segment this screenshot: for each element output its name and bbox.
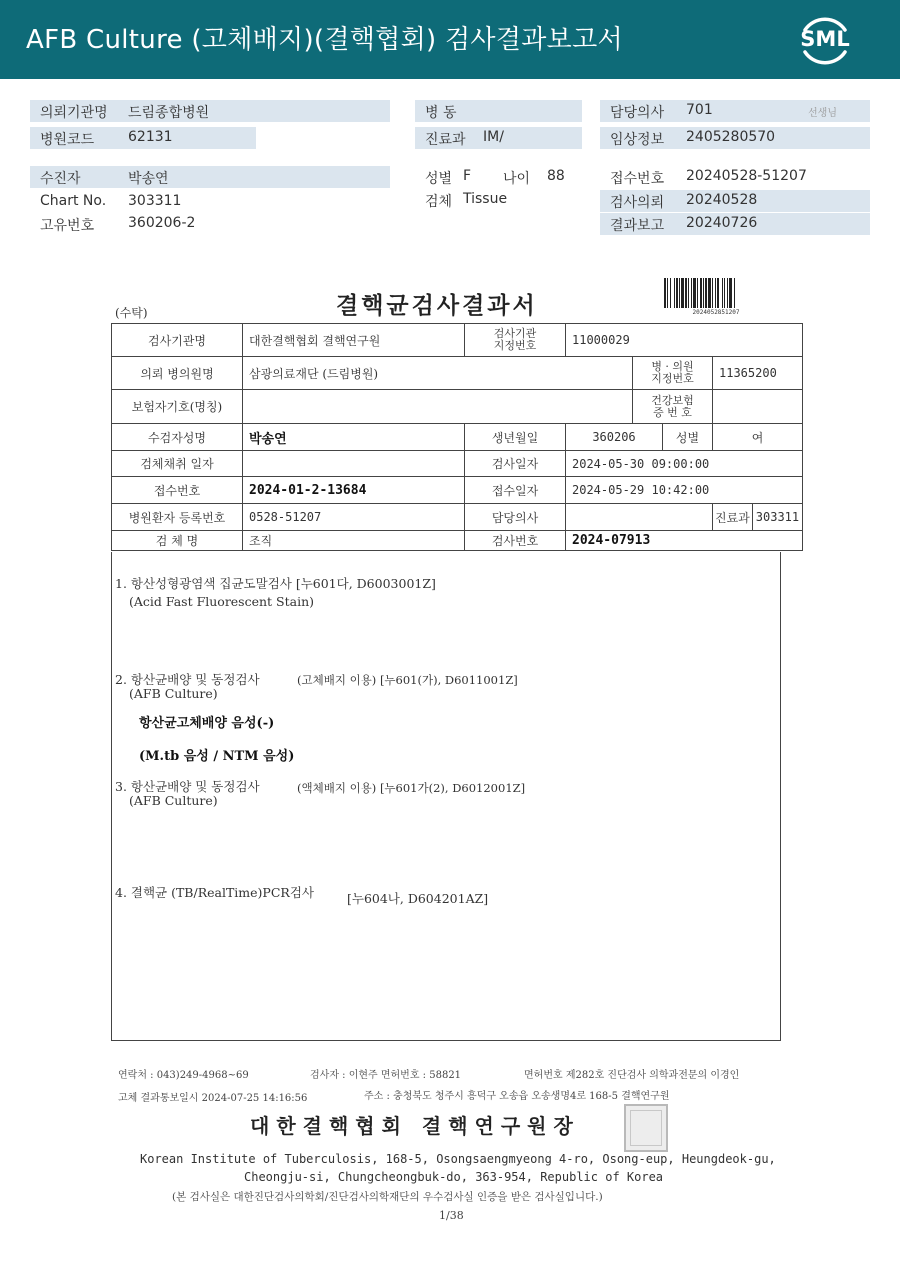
- dept-value: IM/: [483, 129, 504, 145]
- field-dept: [415, 127, 582, 149]
- specimen-name-label: 검 체 명: [112, 531, 243, 551]
- field-referring-org: [30, 100, 390, 122]
- report-date-label: 결과보고: [610, 218, 665, 234]
- reg-no-label: 병원환자 등록번호: [112, 504, 243, 531]
- receipt-no-value: 20240528-51207: [686, 168, 807, 184]
- report-header: [0, 0, 900, 79]
- table-row: [112, 451, 803, 477]
- result-item2-result2: (M.tb 음성 / NTM 음성): [139, 749, 295, 764]
- specimen-value: Tissue: [463, 191, 508, 207]
- lab-code-label-line1: 검사기관: [493, 327, 537, 340]
- footer-certification: (본 검사실은 대한진단검사의학회/진단검사의학재단의 우수검사실 인증을 받은 검사실입니다.): [172, 1191, 603, 1203]
- footer-contact: 연락처 : 043)249-4968~69: [118, 1070, 249, 1081]
- lab-name-label: 검사기관명: [112, 324, 243, 357]
- consignment-mark: (수탁): [115, 306, 148, 320]
- field-specimen: [415, 189, 582, 211]
- health-ins-label-line1: 건강보험: [651, 393, 694, 407]
- health-ins-value: [713, 390, 803, 424]
- field-unique-no: [30, 213, 390, 235]
- insured-value: [243, 390, 633, 424]
- lab-code-label-line2: 지정번호: [493, 339, 537, 352]
- result-item3-sub: (AFB Culture): [129, 793, 218, 808]
- field-doctor: [600, 100, 870, 122]
- table-row: [112, 424, 803, 451]
- table-row: [112, 504, 803, 531]
- lab-code-label: [465, 324, 566, 357]
- result-item2-result1: 항산균고체배양 음성(-): [139, 716, 275, 731]
- table-sex-value: 여: [713, 424, 803, 451]
- specimen-label: 검체: [425, 194, 453, 210]
- result-item1-sub: (Acid Fast Fluorescent Stain): [129, 594, 315, 609]
- footer-inspector: 검사자 : 이현주 면허번호 : 58821: [310, 1070, 462, 1081]
- birth-value: 360206: [566, 424, 663, 451]
- field-sex-age: [415, 166, 582, 188]
- patient-name-label: 수검자성명: [112, 424, 243, 451]
- table-row: [112, 357, 803, 390]
- table-row: [112, 531, 803, 551]
- reg-no-value: 0528-51207: [243, 504, 465, 531]
- age-value: 88: [547, 168, 565, 184]
- request-date-value: 20240528: [686, 192, 758, 208]
- referring-org-label: 의뢰기관명: [40, 105, 108, 121]
- footer-eng-address-1: Korean Institute of Tuberculosis, 168-5, Osongsaengmyeong 4-ro, Osong-eup, Heungdeok-gu,: [140, 1152, 776, 1166]
- receipt-no-label: 접수번호: [610, 171, 665, 187]
- specimen-name-value: 조직: [243, 531, 465, 551]
- lab-name-value: 대한결핵협회 결핵연구원: [243, 324, 465, 357]
- clinical-info-label: 임상정보: [610, 132, 665, 148]
- table-sex-label: 성별: [663, 424, 713, 451]
- table-doctor-label: 담당의사: [465, 504, 566, 531]
- doctor-label: 담당의사: [610, 105, 665, 121]
- collect-date-value: [243, 451, 465, 477]
- referring-org-value: 드림종합병원: [128, 105, 210, 121]
- unique-no-value: 360206-2: [128, 215, 196, 231]
- report-date-value: 20240726: [686, 215, 758, 231]
- sml-logo: [796, 13, 854, 67]
- result-item3-note: (액체배지 이용) [누601가(2), D6012001Z]: [297, 781, 526, 795]
- patient-value: 박송연: [128, 171, 169, 187]
- field-report-date: [600, 213, 870, 235]
- health-ins-label: [633, 390, 713, 424]
- test-no-value: 2024-07913: [566, 531, 803, 551]
- patient-label: 수진자: [40, 171, 81, 187]
- field-chart-no: [30, 191, 390, 213]
- birth-label: 생년월일: [465, 424, 566, 451]
- footer-license: 면허번호 제282호 진단검사 의학과전문의 이경인: [524, 1070, 740, 1081]
- result-item1-title: 1. 항산성형광염색 집균도말검사 [누601다, D6003001Z]: [115, 576, 436, 591]
- receipt-no-table-value: 2024-01-2-13684: [243, 477, 465, 504]
- table-dept-value: 303311: [752, 504, 802, 531]
- result-item2-title: 2. 항산균배양 및 동정검사: [115, 672, 260, 687]
- req-hospital-label: 의뢰 병의원명: [112, 357, 243, 390]
- official-seal-icon: [624, 1104, 668, 1152]
- field-clinical-info: [600, 127, 870, 149]
- table-doctor-value: [566, 504, 713, 531]
- footer-notify-date: 고체 결과통보일시 2024-07-25 14:16:56: [118, 1093, 308, 1104]
- field-request-date: [600, 190, 870, 212]
- document-title: 결핵균검사결과서: [336, 292, 538, 319]
- sex-value: F: [463, 168, 472, 184]
- age-label: 나이: [503, 171, 531, 187]
- result-item4-note: [누604나, D604201AZ]: [347, 891, 489, 906]
- field-patient: [30, 166, 390, 188]
- result-item4-title: 4. 결핵균 (TB/RealTime)PCR검사: [115, 885, 314, 900]
- table-dept-label: 진료과: [713, 504, 753, 531]
- table-row: [112, 324, 803, 357]
- field-receipt-no: [600, 166, 870, 188]
- footer-institute-name: 대한결핵협회 결핵연구원장: [250, 1114, 580, 1138]
- clinical-info-value: 2405280570: [686, 129, 776, 145]
- test-no-label: 검사번호: [465, 531, 566, 551]
- doctor-suffix: 선생님: [808, 108, 837, 119]
- field-ward: [415, 100, 582, 122]
- ward-label: 병 동: [425, 105, 457, 121]
- hosp-code-label-line2: 지정번호: [651, 372, 694, 385]
- sex-label: 성별: [425, 171, 453, 187]
- barcode-number: 2024052851207: [692, 309, 740, 316]
- test-date-label: 검사일자: [465, 451, 566, 477]
- barcode-icon: [664, 278, 768, 308]
- health-ins-label-line2: 증 번 호: [653, 405, 692, 419]
- result-item3-title: 3. 항산균배양 및 동정검사: [115, 779, 260, 794]
- receipt-date-label: 접수일자: [465, 477, 566, 504]
- table-row: [112, 477, 803, 504]
- chart-no-label: Chart No.: [40, 193, 107, 209]
- result-item2-note: (고체배지 이용) [누601(가), D6011001Z]: [297, 673, 518, 687]
- hosp-code-value: 11365200: [713, 357, 803, 390]
- sml-logo-text: SML: [800, 27, 850, 51]
- req-hospital-value: 삼광의료재단 (드림병원): [243, 357, 633, 390]
- receipt-date-value: 2024-05-29 10:42:00: [566, 477, 803, 504]
- table-row: [112, 390, 803, 424]
- doctor-value: 701: [686, 102, 713, 118]
- insured-label: 보험자기호(명칭): [112, 390, 243, 424]
- receipt-no-table-label: 접수번호: [112, 477, 243, 504]
- hosp-code-label-line1: 병 · 의원: [651, 360, 694, 373]
- hospital-code-value: 62131: [128, 129, 173, 145]
- patient-name-value: 박송연: [243, 424, 465, 451]
- tb-result-table: [111, 323, 803, 551]
- footer-address-kr: 주소 : 충청북도 청주시 흥덕구 오송읍 오송생명4로 168-5 결핵연구원: [364, 1091, 670, 1102]
- field-hospital-code: [30, 127, 256, 149]
- page-number: 1/38: [439, 1209, 464, 1222]
- footer-eng-address-2: Cheongju-si, Chungcheongbuk-do, 363-954, Republic of Korea: [244, 1170, 664, 1184]
- request-date-label: 검사의뢰: [610, 195, 665, 211]
- report-title: AFB Culture (고체배지)(결핵협회) 검사결과보고서: [26, 25, 623, 55]
- hospital-code-label: 병원코드: [40, 132, 95, 148]
- chart-no-value: 303311: [128, 193, 182, 209]
- dept-label: 진료과: [425, 132, 466, 148]
- collect-date-label: 검체채취 일자: [112, 451, 243, 477]
- lab-code-value: 11000029: [566, 324, 803, 357]
- unique-no-label: 고유번호: [40, 218, 95, 234]
- test-date-value: 2024-05-30 09:00:00: [566, 451, 803, 477]
- hosp-code-label: [633, 357, 713, 390]
- result-item2-sub: (AFB Culture): [129, 686, 218, 701]
